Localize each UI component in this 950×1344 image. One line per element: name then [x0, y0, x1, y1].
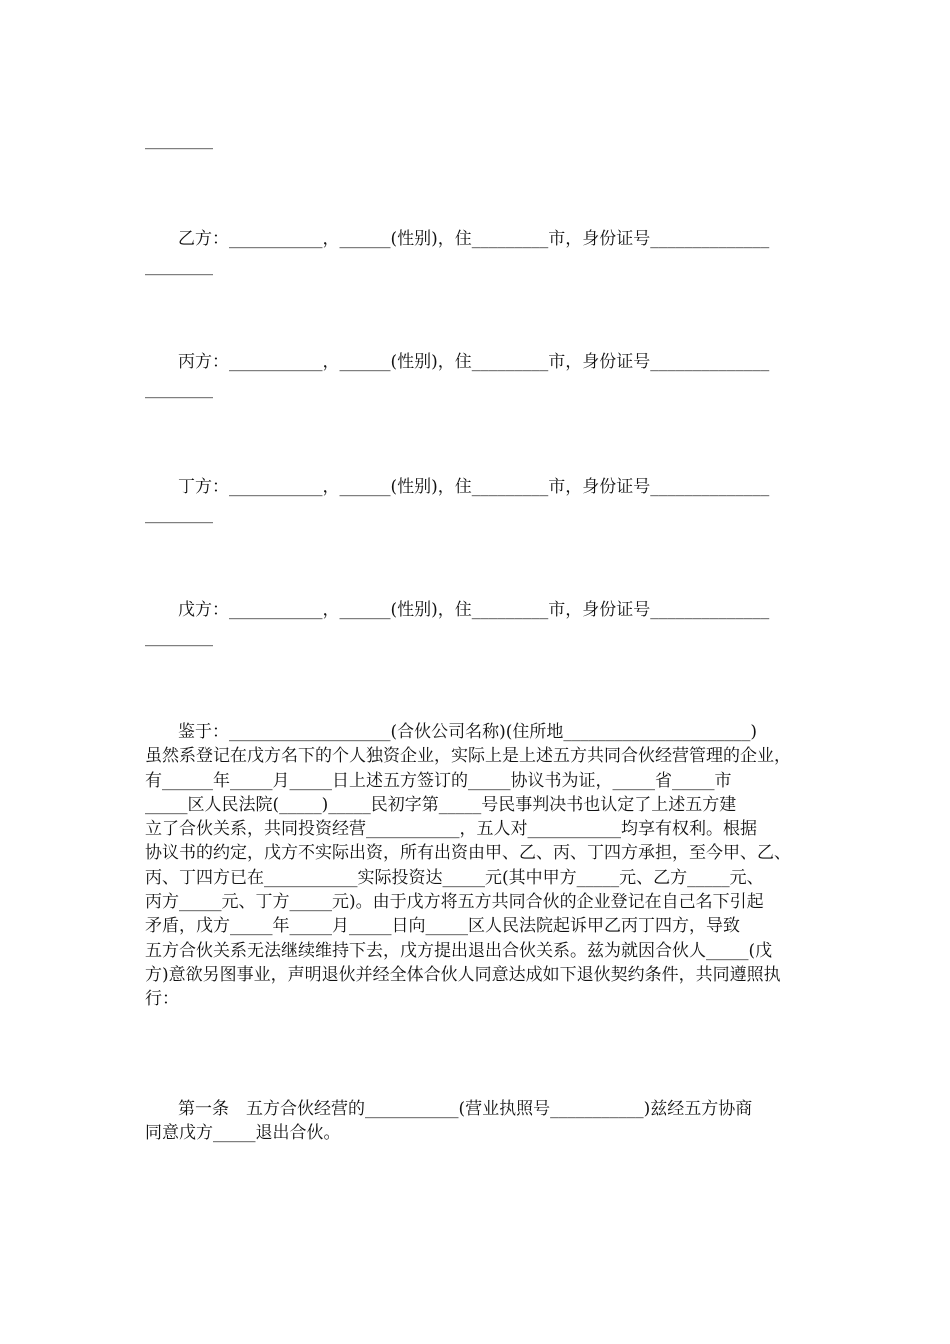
recital-line: 鉴于：___________________(合伙公司名称)(住所地______________________) — [178, 722, 758, 742]
recital-line: 行： — [145, 989, 179, 1010]
recital-line: 方)意欲另图事业，声明退伙并经全体合伙人同意达成如下退伙契约条件，共同遵照执 — [145, 964, 781, 985]
party-ding-continuation: ________ — [145, 504, 213, 524]
party-wu-line: 戊方：___________，______(性别)，住_________市，身份证号______________ — [178, 600, 770, 620]
recital-line: 丙方_____元、丁方_____元)。由于戊方将五方共同合伙的企业登记在自己名下引起 — [145, 892, 764, 913]
recital-line: 虽然系登记在戊方名下的个人独资企业，实际上是上述五方共同合伙经营管理的企业， — [145, 746, 791, 767]
recital-line: 立了合伙关系，共同投资经营___________，五人对___________均享有权利。根据 — [145, 819, 757, 840]
recital-line: 协议书的约定，戊方不实际出资，所有出资由甲、乙、丙、丁四方承担，至今甲、乙、 — [145, 843, 791, 864]
recital-line: 矛盾，戊方_____年_____月_____日向_____区人民法院起诉甲乙丙丁四方，导致 — [145, 916, 740, 937]
party-ding-line: 丁方：___________，______(性别)，住_________市，身份证号______________ — [178, 477, 770, 497]
party-wu-continuation: ________ — [145, 627, 213, 647]
party-yi-continuation: ________ — [145, 256, 213, 276]
party-bing-line: 丙方：___________，______(性别)，住_________市，身份证号______________ — [178, 352, 770, 372]
top-continuation-line: ________ — [145, 130, 213, 150]
recital-line: 丙、丁四方已在___________实际投资达_____元(其中甲方_____元、乙方_____元、 — [145, 867, 764, 888]
article-1-line: 第一条 五方合伙经营的___________(营业执照号___________)兹经五方协商 — [178, 1099, 753, 1119]
article-1-line: 同意戊方_____退出合伙。 — [145, 1123, 341, 1144]
recital-line: 五方合伙关系无法继续维持下去，戊方提出退出合伙关系。兹为就因合伙人_____(戊 — [145, 940, 773, 961]
party-yi-line: 乙方：___________，______(性别)，住_________市，身份证号______________ — [178, 229, 770, 249]
party-bing-continuation: ________ — [145, 379, 213, 399]
article-1-paragraph — [145, 1097, 825, 1146]
recital-line: _____区人民法院(_____)_____民初字第_____号民事判决书也认定了上述五方建 — [145, 794, 737, 815]
recital-paragraph — [145, 720, 825, 1012]
recital-line: 有______年_____月_____日上述五方签订的_____协议书为证，_____省_____市 — [145, 770, 732, 791]
